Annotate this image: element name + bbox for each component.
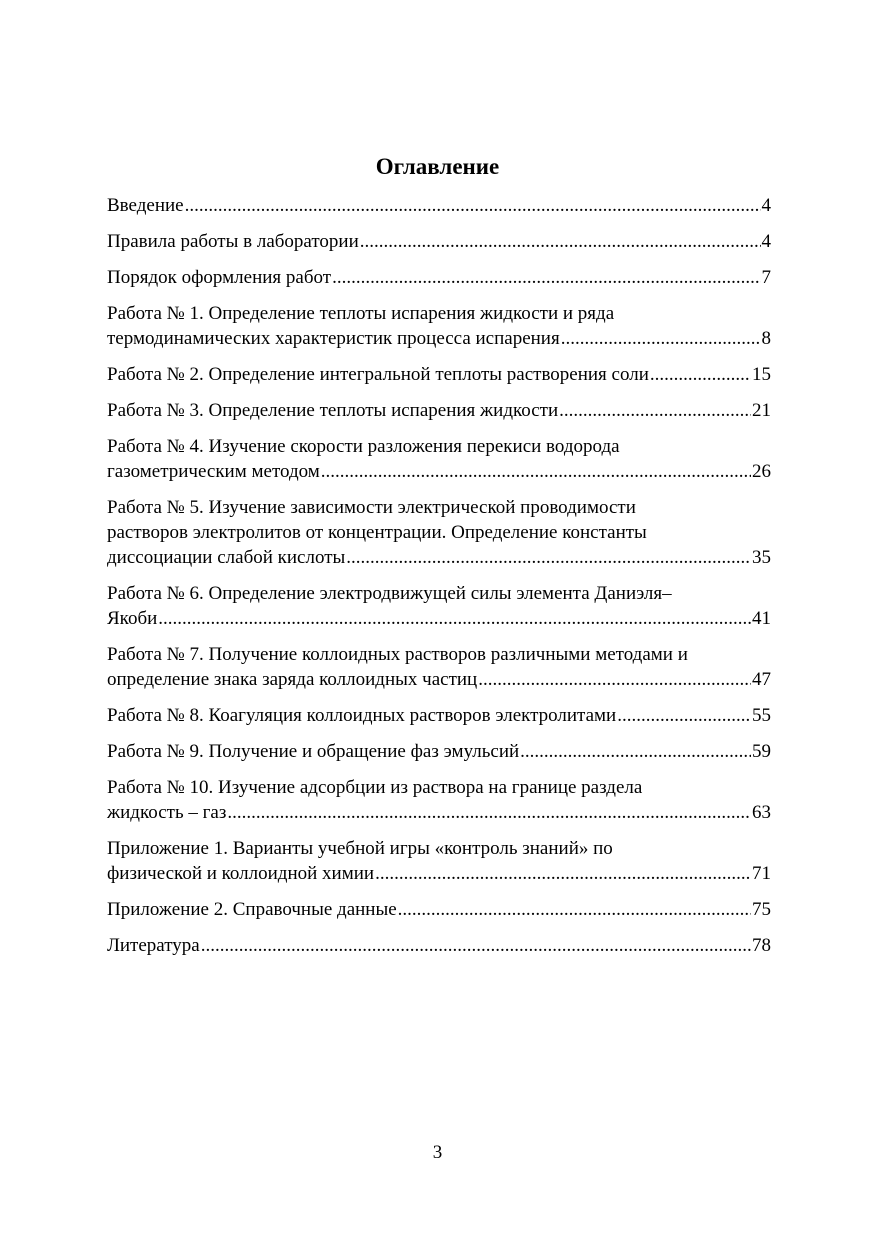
toc-entry bbox=[107, 193, 771, 218]
toc-entry bbox=[107, 265, 771, 290]
toc-entry bbox=[107, 581, 771, 631]
dot-leader bbox=[227, 800, 751, 825]
toc-entry-row bbox=[107, 800, 771, 825]
toc-entry-row bbox=[107, 362, 771, 387]
toc-entry-text: Работа № 3. Определение теплоты испарения жидкости bbox=[107, 400, 559, 421]
toc-page-number: 21 bbox=[752, 400, 771, 421]
toc-entry bbox=[107, 836, 771, 886]
toc-entry-text: Работа № 8. Коагуляция коллоидных растворов электролитами bbox=[107, 705, 617, 726]
toc-entry-text: жидкость – газ bbox=[107, 802, 227, 823]
toc-entry bbox=[107, 775, 771, 825]
toc-entry bbox=[107, 495, 771, 570]
toc-entry-text: физической и коллоидной химии bbox=[107, 863, 375, 884]
toc-page-number: 59 bbox=[752, 741, 771, 762]
dot-leader bbox=[346, 545, 751, 570]
toc-entry-row bbox=[107, 606, 771, 631]
toc-entry-row bbox=[107, 667, 771, 692]
toc-entry-text: растворов электролитов от концентрации. Определение константы bbox=[107, 522, 647, 543]
toc-entry-row bbox=[107, 229, 771, 254]
toc-page-number: 78 bbox=[752, 935, 771, 956]
toc-page-number: 41 bbox=[752, 608, 771, 629]
toc-entry-text: Работа № 5. Изучение зависимости электрической проводимости bbox=[107, 497, 636, 518]
dot-leader bbox=[617, 703, 751, 728]
toc-page-number: 47 bbox=[752, 669, 771, 690]
toc-page-number: 71 bbox=[752, 863, 771, 884]
dot-leader bbox=[650, 362, 751, 387]
toc-entry-text: Работа № 6. Определение электродвижущей силы элемента Даниэля– bbox=[107, 583, 672, 604]
toc-page-number: 75 bbox=[752, 899, 771, 920]
toc-entry-text: Работа № 7. Получение коллоидных растворов различными методами и bbox=[107, 644, 688, 665]
toc-entry-row bbox=[107, 193, 771, 218]
toc-page-number: 4 bbox=[761, 231, 771, 252]
dot-leader bbox=[321, 459, 751, 484]
dot-leader bbox=[398, 897, 751, 922]
toc-entry-row bbox=[107, 398, 771, 423]
toc-entry-text: Введение bbox=[107, 195, 184, 216]
toc-entry bbox=[107, 642, 771, 692]
toc-page-number: 35 bbox=[752, 547, 771, 568]
toc-entry bbox=[107, 703, 771, 728]
toc-entry bbox=[107, 434, 771, 484]
toc-entry bbox=[107, 301, 771, 351]
toc-entry-row bbox=[107, 703, 771, 728]
toc-entry-text: Правила работы в лаборатории bbox=[107, 231, 359, 252]
toc-entry-row bbox=[107, 861, 771, 886]
dot-leader bbox=[559, 398, 751, 423]
toc-entry-text: Приложение 2. Справочные данные bbox=[107, 899, 397, 920]
dot-leader bbox=[478, 667, 751, 692]
toc-page-number: 15 bbox=[752, 364, 771, 385]
toc-entry-row bbox=[107, 265, 771, 290]
table-of-contents bbox=[107, 193, 771, 969]
dot-leader bbox=[520, 739, 751, 764]
page-title: Оглавление bbox=[375, 154, 500, 179]
toc-entry-text: Приложение 1. Варианты учебной игры «контроль знаний» по bbox=[107, 838, 613, 859]
page-number: 3 bbox=[432, 1142, 443, 1163]
toc-page-number: 55 bbox=[752, 705, 771, 726]
dot-leader bbox=[201, 933, 751, 958]
toc-entry-row bbox=[107, 933, 771, 958]
toc-entry bbox=[107, 362, 771, 387]
dot-leader bbox=[561, 326, 761, 351]
toc-page-number: 4 bbox=[761, 195, 771, 216]
toc-entry-row bbox=[107, 459, 771, 484]
toc-entry-text: термодинамических характеристик процесса испарения bbox=[107, 328, 560, 349]
toc-entry-text: Работа № 10. Изучение адсорбции из раствора на границе раздела bbox=[107, 777, 643, 798]
toc-entry-text: Работа № 1. Определение теплоты испарения жидкости и ряда bbox=[107, 303, 615, 324]
toc-entry-text: определение знака заряда коллоидных частиц bbox=[107, 669, 478, 690]
toc-page-number: 26 bbox=[752, 461, 771, 482]
toc-entry-text: Литература bbox=[107, 935, 200, 956]
toc-entry-text: Порядок оформления работ bbox=[107, 267, 332, 288]
dot-leader bbox=[185, 193, 761, 218]
toc-entry bbox=[107, 398, 771, 423]
dot-leader bbox=[332, 265, 760, 290]
toc-page-number: 7 bbox=[761, 267, 771, 288]
toc-entry-row bbox=[107, 545, 771, 570]
toc-entry-text: диссоциации слабой кислоты bbox=[107, 547, 346, 568]
dot-leader bbox=[375, 861, 751, 886]
toc-entry-text: Работа № 2. Определение интегральной теплоты растворения соли bbox=[107, 364, 649, 385]
toc-entry-text: Работа № 9. Получение и обращение фаз эмульсий bbox=[107, 741, 520, 762]
toc-entry-row bbox=[107, 326, 771, 351]
toc-entry-text: газометрическим методом bbox=[107, 461, 320, 482]
toc-page-number: 8 bbox=[761, 328, 771, 349]
toc-entry-text: Работа № 4. Изучение скорости разложения перекиси водорода bbox=[107, 436, 620, 457]
toc-entry-text: Якоби bbox=[107, 608, 158, 629]
dot-leader bbox=[158, 606, 751, 631]
dot-leader bbox=[360, 229, 761, 254]
toc-entry bbox=[107, 739, 771, 764]
toc-entry-row bbox=[107, 739, 771, 764]
toc-entry-row bbox=[107, 897, 771, 922]
toc-entry bbox=[107, 933, 771, 958]
toc-entry bbox=[107, 229, 771, 254]
toc-entry bbox=[107, 897, 771, 922]
toc-page-number: 63 bbox=[752, 802, 771, 823]
